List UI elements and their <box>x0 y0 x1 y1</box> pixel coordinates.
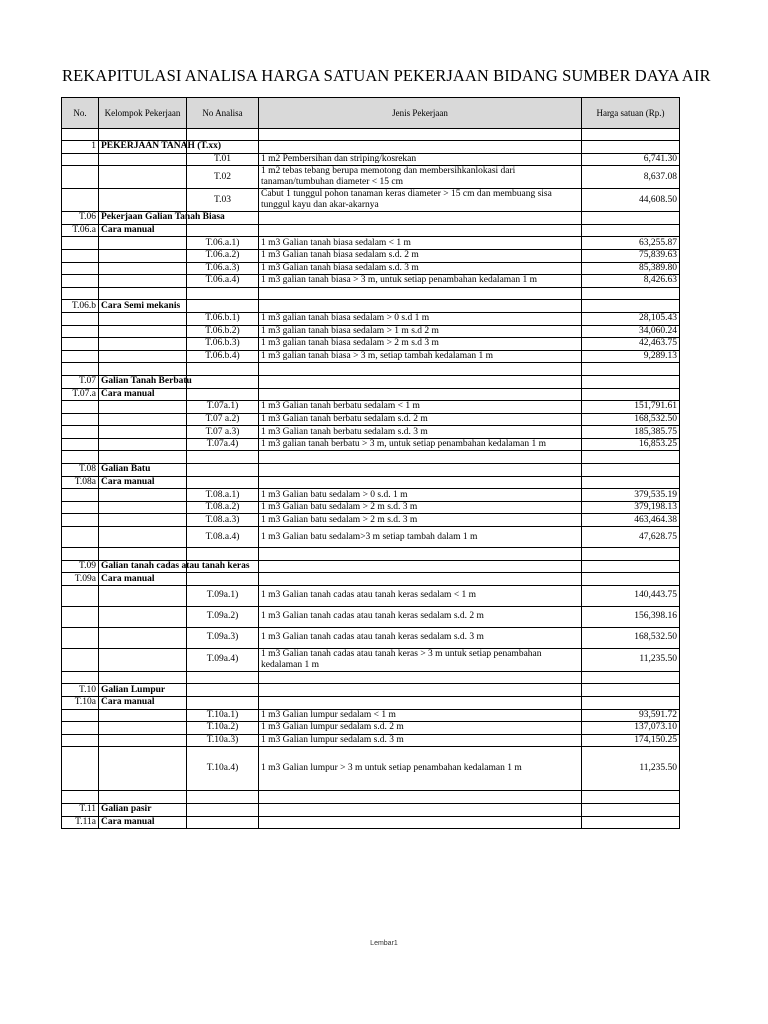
cell-jenis-pekerjaan: 1 m3 Galian tanah cadas atau tanah keras sedalam s.d. 3 m <box>259 627 582 648</box>
cell-kelompok: Galian Tanah Berbatu <box>99 375 187 388</box>
table-row <box>62 438 680 451</box>
cell-harga-satuan: 379,198.13 <box>582 501 680 514</box>
cell-no <box>62 585 99 606</box>
header-kelompok-pekerjaan: Kelompok Pekerjaan <box>99 98 187 129</box>
cell-harga-satuan <box>582 671 680 684</box>
cell-harga-satuan <box>582 697 680 710</box>
cell-no-analisa <box>187 573 259 586</box>
cell-jenis-pekerjaan: 1 m3 Galian lumpur sedalam s.d. 3 m <box>259 734 582 747</box>
cell-no <box>62 350 99 363</box>
table-row <box>62 325 680 338</box>
cell-jenis-pekerjaan: 1 m3 Galian lumpur sedalam < 1 m <box>259 709 582 722</box>
cell-jenis-pekerjaan: 1 m3 galian tanah biasa sedalam > 0 s.d 1 m <box>259 312 582 325</box>
cell-harga-satuan: 16,853.25 <box>582 438 680 451</box>
table-row <box>62 237 680 250</box>
cell-no: T.08a <box>62 476 99 489</box>
cell-harga-satuan: 63,255.87 <box>582 237 680 250</box>
cell-no <box>62 709 99 722</box>
cell-jenis-pekerjaan <box>259 141 582 154</box>
cell-harga-satuan: 28,105.43 <box>582 312 680 325</box>
cell-no: T.06.a <box>62 224 99 237</box>
table-row <box>62 338 680 351</box>
cell-no: T.09a <box>62 573 99 586</box>
cell-harga-satuan: 8,637.08 <box>582 166 680 189</box>
cell-no: T.11a <box>62 816 99 829</box>
table-row <box>62 648 680 671</box>
cell-harga-satuan: 156,398.16 <box>582 606 680 627</box>
cell-jenis-pekerjaan <box>259 451 582 464</box>
cell-jenis-pekerjaan: 1 m3 Galian tanah biasa sedalam < 1 m <box>259 237 582 250</box>
cell-kelompok <box>99 249 187 262</box>
cell-jenis-pekerjaan <box>259 560 582 573</box>
cell-no-analisa: T.07a.4) <box>187 438 259 451</box>
cell-harga-satuan <box>582 476 680 489</box>
cell-no: T.06 <box>62 212 99 225</box>
table-row <box>62 413 680 426</box>
cell-no-analisa <box>187 224 259 237</box>
cell-harga-satuan: 174,150.25 <box>582 734 680 747</box>
cell-kelompok <box>99 489 187 502</box>
cell-kelompok <box>99 648 187 671</box>
table-row <box>62 212 680 225</box>
cell-jenis-pekerjaan <box>259 212 582 225</box>
cell-jenis-pekerjaan: 1 m2 Pembersihan dan striping/kosrekan <box>259 153 582 166</box>
cell-no-analisa: T.07a.1) <box>187 401 259 414</box>
cell-no: T.07.a <box>62 388 99 401</box>
cell-kelompok <box>99 438 187 451</box>
cell-jenis-pekerjaan <box>259 671 582 684</box>
cell-no-analisa: T.09a.2) <box>187 606 259 627</box>
table-row <box>62 141 680 154</box>
cell-kelompok <box>99 627 187 648</box>
cell-kelompok <box>99 606 187 627</box>
cell-no-analisa <box>187 464 259 477</box>
cell-no-analisa <box>187 300 259 313</box>
table-row <box>62 129 680 141</box>
cell-kelompok <box>99 153 187 166</box>
table-row <box>62 585 680 606</box>
cell-jenis-pekerjaan <box>259 363 582 376</box>
cell-no-analisa <box>187 548 259 561</box>
cell-kelompok <box>99 734 187 747</box>
cell-kelompok <box>99 129 187 141</box>
cell-harga-satuan <box>582 560 680 573</box>
table-row <box>62 816 680 829</box>
cell-no-analisa: T.10a.3) <box>187 734 259 747</box>
cell-kelompok <box>99 791 187 804</box>
cell-jenis-pekerjaan <box>259 573 582 586</box>
table-row <box>62 489 680 502</box>
cell-jenis-pekerjaan: 1 m3 Galian batu sedalam > 2 m s.d. 3 m <box>259 501 582 514</box>
cell-harga-satuan <box>582 141 680 154</box>
table-row <box>62 548 680 561</box>
rekapitulasi-table <box>61 97 680 829</box>
cell-harga-satuan <box>582 388 680 401</box>
cell-jenis-pekerjaan <box>259 224 582 237</box>
cell-no: T.07 <box>62 375 99 388</box>
cell-no-analisa <box>187 388 259 401</box>
cell-no: T.10 <box>62 684 99 697</box>
cell-harga-satuan <box>582 129 680 141</box>
cell-jenis-pekerjaan: 1 m2 tebas tebang berupa memotong dan membersihkanlokasi dari tanaman/tumbuhan diameter < 15 cm <box>259 166 582 189</box>
cell-jenis-pekerjaan <box>259 464 582 477</box>
table-row <box>62 224 680 237</box>
cell-kelompok <box>99 451 187 464</box>
cell-no-analisa <box>187 129 259 141</box>
table-row <box>62 514 680 527</box>
cell-kelompok <box>99 401 187 414</box>
cell-no-analisa <box>187 363 259 376</box>
cell-kelompok <box>99 189 187 212</box>
table-row <box>62 803 680 816</box>
cell-jenis-pekerjaan <box>259 816 582 829</box>
cell-jenis-pekerjaan: 1 m3 galian tanah biasa sedalam > 2 m s.d 3 m <box>259 338 582 351</box>
cell-no-analisa: T.03 <box>187 189 259 212</box>
cell-kelompok: Cara manual <box>99 816 187 829</box>
cell-no: 1 <box>62 141 99 154</box>
cell-no-analisa <box>187 697 259 710</box>
cell-kelompok <box>99 426 187 439</box>
cell-no <box>62 671 99 684</box>
cell-no-analisa: T.06.b.3) <box>187 338 259 351</box>
table-row <box>62 426 680 439</box>
cell-no <box>62 734 99 747</box>
table-row <box>62 747 680 791</box>
cell-kelompok <box>99 325 187 338</box>
table-row <box>62 722 680 735</box>
table-row <box>62 709 680 722</box>
cell-kelompok <box>99 363 187 376</box>
table-row <box>62 153 680 166</box>
cell-no <box>62 325 99 338</box>
cell-no-analisa: T.09a.3) <box>187 627 259 648</box>
cell-jenis-pekerjaan: 1 m3 Galian tanah cadas atau tanah keras sedalam s.d. 2 m <box>259 606 582 627</box>
cell-no: T.06.b <box>62 300 99 313</box>
header-jenis-pekerjaan: Jenis Pekerjaan <box>259 98 582 129</box>
cell-harga-satuan: 9,289.13 <box>582 350 680 363</box>
cell-no <box>62 791 99 804</box>
cell-kelompok: Galian Lumpur <box>99 684 187 697</box>
cell-kelompok: Galian pasir <box>99 803 187 816</box>
cell-no-analisa <box>187 375 259 388</box>
cell-no <box>62 401 99 414</box>
cell-no-analisa <box>187 476 259 489</box>
cell-jenis-pekerjaan: 1 m3 Galian tanah cadas atau tanah keras sedalam < 1 m <box>259 585 582 606</box>
cell-harga-satuan: 44,608.50 <box>582 189 680 212</box>
cell-harga-satuan: 185,385.75 <box>582 426 680 439</box>
cell-harga-satuan: 42,463.75 <box>582 338 680 351</box>
cell-no-analisa: T.06.b.1) <box>187 312 259 325</box>
cell-no-analisa: T.10a.1) <box>187 709 259 722</box>
table-row <box>62 734 680 747</box>
cell-no <box>62 189 99 212</box>
cell-jenis-pekerjaan: 1 m3 Galian lumpur > 3 m untuk setiap penambahan kedalaman 1 m <box>259 747 582 791</box>
cell-no-analisa: T.06.a.1) <box>187 237 259 250</box>
cell-kelompok <box>99 413 187 426</box>
table-row <box>62 363 680 376</box>
cell-kelompok <box>99 262 187 275</box>
document-title: REKAPITULASI ANALISA HARGA SATUAN PEKERJAAN BIDANG SUMBER DAYA AIR <box>62 66 711 85</box>
table-row <box>62 388 680 401</box>
table-row <box>62 560 680 573</box>
cell-no <box>62 166 99 189</box>
cell-harga-satuan <box>582 212 680 225</box>
cell-no <box>62 722 99 735</box>
cell-no-analisa <box>187 803 259 816</box>
table-row <box>62 312 680 325</box>
table-row <box>62 287 680 300</box>
cell-harga-satuan: 463,464.38 <box>582 514 680 527</box>
table-row <box>62 573 680 586</box>
table-row <box>62 671 680 684</box>
cell-harga-satuan <box>582 791 680 804</box>
cell-no-analisa: T.08.a.3) <box>187 514 259 527</box>
cell-harga-satuan <box>582 464 680 477</box>
cell-kelompok: Cara manual <box>99 388 187 401</box>
cell-kelompok <box>99 312 187 325</box>
cell-jenis-pekerjaan <box>259 791 582 804</box>
cell-kelompok <box>99 350 187 363</box>
cell-kelompok: Galian tanah cadas atau tanah keras <box>99 560 187 573</box>
table-row <box>62 697 680 710</box>
cell-no <box>62 489 99 502</box>
cell-no <box>62 606 99 627</box>
cell-kelompok <box>99 338 187 351</box>
cell-kelompok: Cara manual <box>99 697 187 710</box>
cell-no-analisa <box>187 791 259 804</box>
cell-no-analisa: T.01 <box>187 153 259 166</box>
cell-no-analisa: T.10a.4) <box>187 747 259 791</box>
cell-harga-satuan <box>582 300 680 313</box>
cell-kelompok: Pekerjaan Galian Tanah Biasa <box>99 212 187 225</box>
cell-no <box>62 129 99 141</box>
cell-no: T.09 <box>62 560 99 573</box>
cell-harga-satuan <box>582 363 680 376</box>
cell-jenis-pekerjaan: 1 m3 Galian tanah biasa sedalam s.d. 2 m <box>259 249 582 262</box>
cell-jenis-pekerjaan: Cabut 1 tunggul pohon tanaman keras diameter > 15 cm dan membuang sisa tunggul kayu dan akar-akarnya <box>259 189 582 212</box>
cell-no: T.11 <box>62 803 99 816</box>
cell-no-analisa <box>187 684 259 697</box>
cell-no <box>62 413 99 426</box>
cell-kelompok <box>99 237 187 250</box>
cell-kelompok <box>99 722 187 735</box>
cell-no-analisa: T.08.a.4) <box>187 527 259 548</box>
table-body <box>62 129 680 829</box>
cell-no-analisa <box>187 671 259 684</box>
table-row <box>62 262 680 275</box>
cell-kelompok: Cara manual <box>99 476 187 489</box>
cell-kelompok: Cara Semi mekanis <box>99 300 187 313</box>
cell-no <box>62 548 99 561</box>
table-row <box>62 300 680 313</box>
cell-jenis-pekerjaan: 1 m3 Galian tanah berbatu sedalam s.d. 3 m <box>259 426 582 439</box>
cell-no: T.08 <box>62 464 99 477</box>
cell-no-analisa: T.06.b.4) <box>187 350 259 363</box>
cell-jenis-pekerjaan <box>259 287 582 300</box>
cell-no-analisa: T.06.a.4) <box>187 275 259 288</box>
cell-kelompok <box>99 671 187 684</box>
cell-harga-satuan <box>582 287 680 300</box>
cell-harga-satuan: 8,426.63 <box>582 275 680 288</box>
cell-jenis-pekerjaan <box>259 548 582 561</box>
cell-jenis-pekerjaan: 1 m3 Galian tanah biasa sedalam s.d. 3 m <box>259 262 582 275</box>
cell-harga-satuan: 11,235.50 <box>582 747 680 791</box>
cell-kelompok <box>99 287 187 300</box>
cell-no <box>62 287 99 300</box>
cell-jenis-pekerjaan: 1 m3 galian tanah biasa sedalam > 1 m s.d 2 m <box>259 325 582 338</box>
cell-jenis-pekerjaan: 1 m3 Galian batu sedalam > 2 m s.d. 3 m <box>259 514 582 527</box>
cell-harga-satuan <box>582 573 680 586</box>
header-no: No. <box>62 98 99 129</box>
table-header <box>62 98 680 129</box>
cell-no <box>62 338 99 351</box>
sheet-footer: Lembar1 <box>370 940 398 947</box>
cell-no <box>62 627 99 648</box>
cell-no <box>62 262 99 275</box>
cell-kelompok <box>99 501 187 514</box>
cell-jenis-pekerjaan <box>259 129 582 141</box>
cell-no-analisa: T.10a.2) <box>187 722 259 735</box>
cell-kelompok: Cara manual <box>99 573 187 586</box>
cell-no <box>62 312 99 325</box>
cell-kelompok: Cara manual <box>99 224 187 237</box>
cell-harga-satuan: 140,443.75 <box>582 585 680 606</box>
cell-no <box>62 438 99 451</box>
cell-harga-satuan: 34,060.24 <box>582 325 680 338</box>
cell-harga-satuan: 93,591.72 <box>582 709 680 722</box>
cell-jenis-pekerjaan: 1 m3 Galian tanah cadas atau tanah keras > 3 m untuk setiap penambahan kedalaman 1 m <box>259 648 582 671</box>
table-row <box>62 791 680 804</box>
cell-jenis-pekerjaan: 1 m3 Galian batu sedalam>3 m setiap tambah dalam 1 m <box>259 527 582 548</box>
cell-no-analisa: T.07 a.2) <box>187 413 259 426</box>
cell-no <box>62 363 99 376</box>
cell-harga-satuan <box>582 548 680 561</box>
cell-no <box>62 747 99 791</box>
cell-jenis-pekerjaan: 1 m3 galian tanah berbatu > 3 m, untuk setiap penambahan kedalaman 1 m <box>259 438 582 451</box>
table-row <box>62 527 680 548</box>
table-row <box>62 684 680 697</box>
table-row <box>62 606 680 627</box>
cell-harga-satuan: 85,389.80 <box>582 262 680 275</box>
cell-kelompok: PEKERJAAN TANAH (T.xx) <box>99 141 187 154</box>
table-row <box>62 476 680 489</box>
cell-no <box>62 275 99 288</box>
cell-jenis-pekerjaan: 1 m3 Galian tanah berbatu sedalam s.d. 2 m <box>259 413 582 426</box>
cell-harga-satuan <box>582 224 680 237</box>
cell-kelompok <box>99 275 187 288</box>
cell-no-analisa: T.09a.1) <box>187 585 259 606</box>
cell-jenis-pekerjaan <box>259 684 582 697</box>
cell-no <box>62 501 99 514</box>
cell-no-analisa <box>187 451 259 464</box>
cell-jenis-pekerjaan: 1 m3 Galian batu sedalam > 0 s.d. 1 m <box>259 489 582 502</box>
cell-harga-satuan: 151,791.61 <box>582 401 680 414</box>
cell-harga-satuan <box>582 816 680 829</box>
cell-harga-satuan: 75,839.63 <box>582 249 680 262</box>
cell-no <box>62 648 99 671</box>
cell-no-analisa: T.08.a.2) <box>187 501 259 514</box>
table-row <box>62 249 680 262</box>
table-row <box>62 375 680 388</box>
cell-no-analisa: T.08.a.1) <box>187 489 259 502</box>
cell-no-analisa: T.06.a.2) <box>187 249 259 262</box>
cell-no: T.10a <box>62 697 99 710</box>
cell-no-analisa: T.07 a.3) <box>187 426 259 439</box>
cell-no <box>62 451 99 464</box>
cell-harga-satuan <box>582 375 680 388</box>
cell-kelompok <box>99 527 187 548</box>
cell-no <box>62 153 99 166</box>
table-row <box>62 401 680 414</box>
cell-jenis-pekerjaan <box>259 300 582 313</box>
cell-kelompok <box>99 585 187 606</box>
table-row <box>62 166 680 189</box>
cell-harga-satuan: 168,532.50 <box>582 627 680 648</box>
table-row <box>62 451 680 464</box>
cell-harga-satuan <box>582 451 680 464</box>
header-harga-satuan: Harga satuan (Rp.) <box>582 98 680 129</box>
cell-no-analisa: T.06.a.3) <box>187 262 259 275</box>
table-row <box>62 464 680 477</box>
cell-no <box>62 426 99 439</box>
header-row <box>62 98 680 129</box>
cell-harga-satuan: 168,532.50 <box>582 413 680 426</box>
cell-jenis-pekerjaan <box>259 803 582 816</box>
table-row <box>62 275 680 288</box>
cell-kelompok <box>99 709 187 722</box>
cell-no <box>62 527 99 548</box>
cell-jenis-pekerjaan: 1 m3 Galian lumpur sedalam s.d. 2 m <box>259 722 582 735</box>
cell-kelompok <box>99 548 187 561</box>
cell-harga-satuan: 379,535.19 <box>582 489 680 502</box>
cell-kelompok: Galian Batu <box>99 464 187 477</box>
table-row <box>62 350 680 363</box>
cell-jenis-pekerjaan <box>259 697 582 710</box>
table-row <box>62 501 680 514</box>
cell-jenis-pekerjaan: 1 m3 Galian tanah berbatu sedalam < 1 m <box>259 401 582 414</box>
cell-jenis-pekerjaan: 1 m3 galian tanah biasa > 3 m, setiap tambah kedalaman 1 m <box>259 350 582 363</box>
table-row <box>62 189 680 212</box>
cell-jenis-pekerjaan <box>259 388 582 401</box>
cell-harga-satuan: 47,628.75 <box>582 527 680 548</box>
cell-no <box>62 237 99 250</box>
cell-no-analisa: T.06.b.2) <box>187 325 259 338</box>
cell-harga-satuan <box>582 684 680 697</box>
header-no-analisa: No Analisa <box>187 98 259 129</box>
table-row <box>62 627 680 648</box>
cell-no-analisa <box>187 287 259 300</box>
cell-kelompok <box>99 166 187 189</box>
cell-jenis-pekerjaan <box>259 375 582 388</box>
cell-harga-satuan: 6,741.30 <box>582 153 680 166</box>
cell-no <box>62 249 99 262</box>
cell-jenis-pekerjaan <box>259 476 582 489</box>
cell-jenis-pekerjaan: 1 m3 galian tanah biasa > 3 m, untuk setiap penambahan kedalaman 1 m <box>259 275 582 288</box>
cell-no-analisa: T.09a.4) <box>187 648 259 671</box>
cell-no-analisa <box>187 816 259 829</box>
cell-kelompok <box>99 747 187 791</box>
cell-no-analisa: T.02 <box>187 166 259 189</box>
cell-no <box>62 514 99 527</box>
cell-harga-satuan <box>582 803 680 816</box>
cell-harga-satuan: 137,073.10 <box>582 722 680 735</box>
cell-harga-satuan: 11,235.50 <box>582 648 680 671</box>
cell-kelompok <box>99 514 187 527</box>
